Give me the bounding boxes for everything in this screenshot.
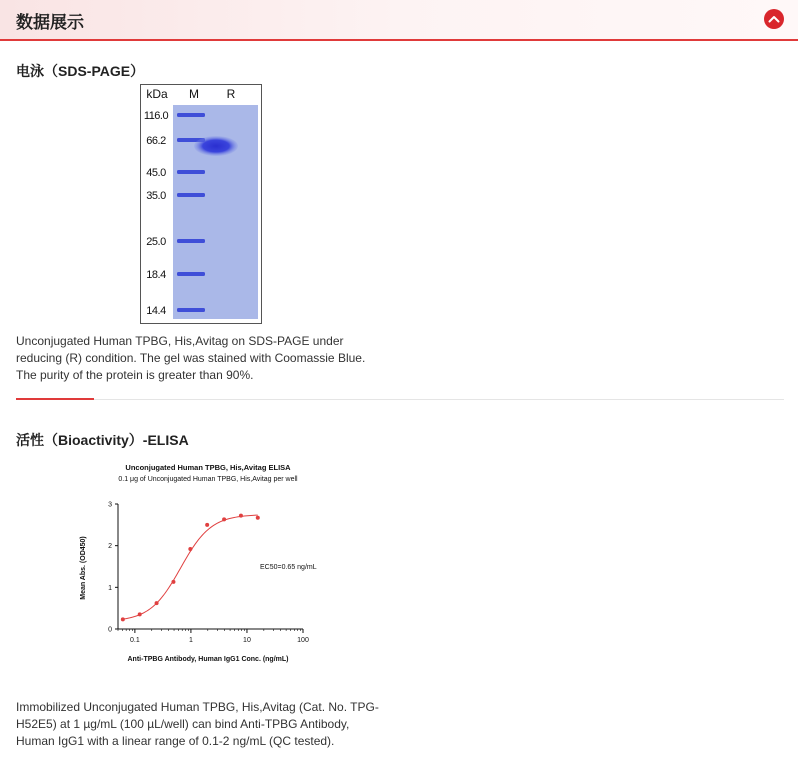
- gel-marker-label: 14.4: [146, 305, 166, 317]
- sds-page-caption: Unconjugated Human TPBG, His,Avitag on SDS-PAGE under reducing (R) condition. The gel was stained with Coomassie Blue. The purity of the protein is greater than 90%.: [16, 334, 366, 382]
- gel-marker-band: [177, 170, 205, 174]
- gel-marker-band: [177, 113, 205, 117]
- ec50-annotation: EC50=0.65 ng/mL: [260, 564, 317, 571]
- gel-marker-band: [177, 272, 205, 276]
- y-tick-label: 0: [108, 626, 112, 634]
- x-axis-label: Anti-TPBG Antibody, Human IgG1 Conc. (ng/mL): [127, 656, 289, 663]
- x-tick-label: 0.1: [130, 637, 140, 644]
- gel-marker-label: 66.2: [146, 135, 166, 147]
- section-divider-accent: [16, 398, 94, 400]
- collapse-button[interactable]: [764, 9, 784, 29]
- gel-marker-band: [177, 239, 205, 243]
- x-tick-label: 1: [188, 637, 193, 644]
- data-point: [155, 601, 159, 605]
- gel-marker-band: [177, 308, 205, 312]
- y-axis-label: Mean Abs. (OD450): [80, 536, 87, 600]
- data-point: [188, 547, 192, 551]
- gel-marker-label: 18.4: [146, 269, 166, 281]
- data-point: [222, 517, 226, 521]
- data-point: [121, 617, 125, 621]
- y-tick-label: 3: [108, 501, 112, 509]
- fit-curve: [123, 515, 258, 619]
- section-header: [0, 0, 798, 41]
- y-tick-label: 1: [108, 584, 112, 592]
- sample-band: [194, 136, 238, 156]
- y-tick-label: 2: [108, 543, 112, 551]
- gel-unit-label: kDa: [146, 87, 168, 101]
- gel-marker-label: 45.0: [146, 167, 166, 179]
- section-header-title: 数据展示: [16, 13, 84, 32]
- data-point: [171, 580, 175, 584]
- x-tick-label: 10: [243, 637, 251, 644]
- elisa-title: 活性（Bioactivity）-ELISA: [16, 432, 189, 448]
- gel-marker-label: 116.0: [143, 110, 169, 122]
- sds-page-title: 电泳（SDS-PAGE）: [16, 63, 145, 79]
- x-tick-label: 100: [297, 637, 309, 644]
- gel-lane-label-m: M: [189, 87, 199, 101]
- elisa-chart: [70, 458, 340, 668]
- gel-marker-label: 25.0: [146, 236, 166, 248]
- data-point: [138, 612, 142, 616]
- chart-subtitle: 0.1 μg of Unconjugated Human TPBG, His,Avitag per well: [118, 476, 298, 483]
- gel-marker-band: [177, 193, 205, 197]
- chart-title: Unconjugated Human TPBG, His,Avitag ELISA: [125, 463, 291, 472]
- chevron-up-icon: [768, 14, 780, 24]
- data-point: [256, 516, 260, 520]
- gel-lane-label-r: R: [226, 87, 236, 101]
- data-point: [205, 523, 209, 527]
- sds-page-gel-image: [140, 84, 262, 324]
- data-point: [239, 514, 243, 518]
- gel-marker-label: 35.0: [146, 190, 166, 202]
- elisa-caption: Immobilized Unconjugated Human TPBG, His,Avitag (Cat. No. TPG-H52E5) at 1 µg/mL (100 µL/well) can bind Anti-TPBG Antibody, Human IgG1 with a linear range of 0.1-2 ng/mL (QC tested).: [16, 700, 379, 748]
- section-divider: [16, 399, 784, 400]
